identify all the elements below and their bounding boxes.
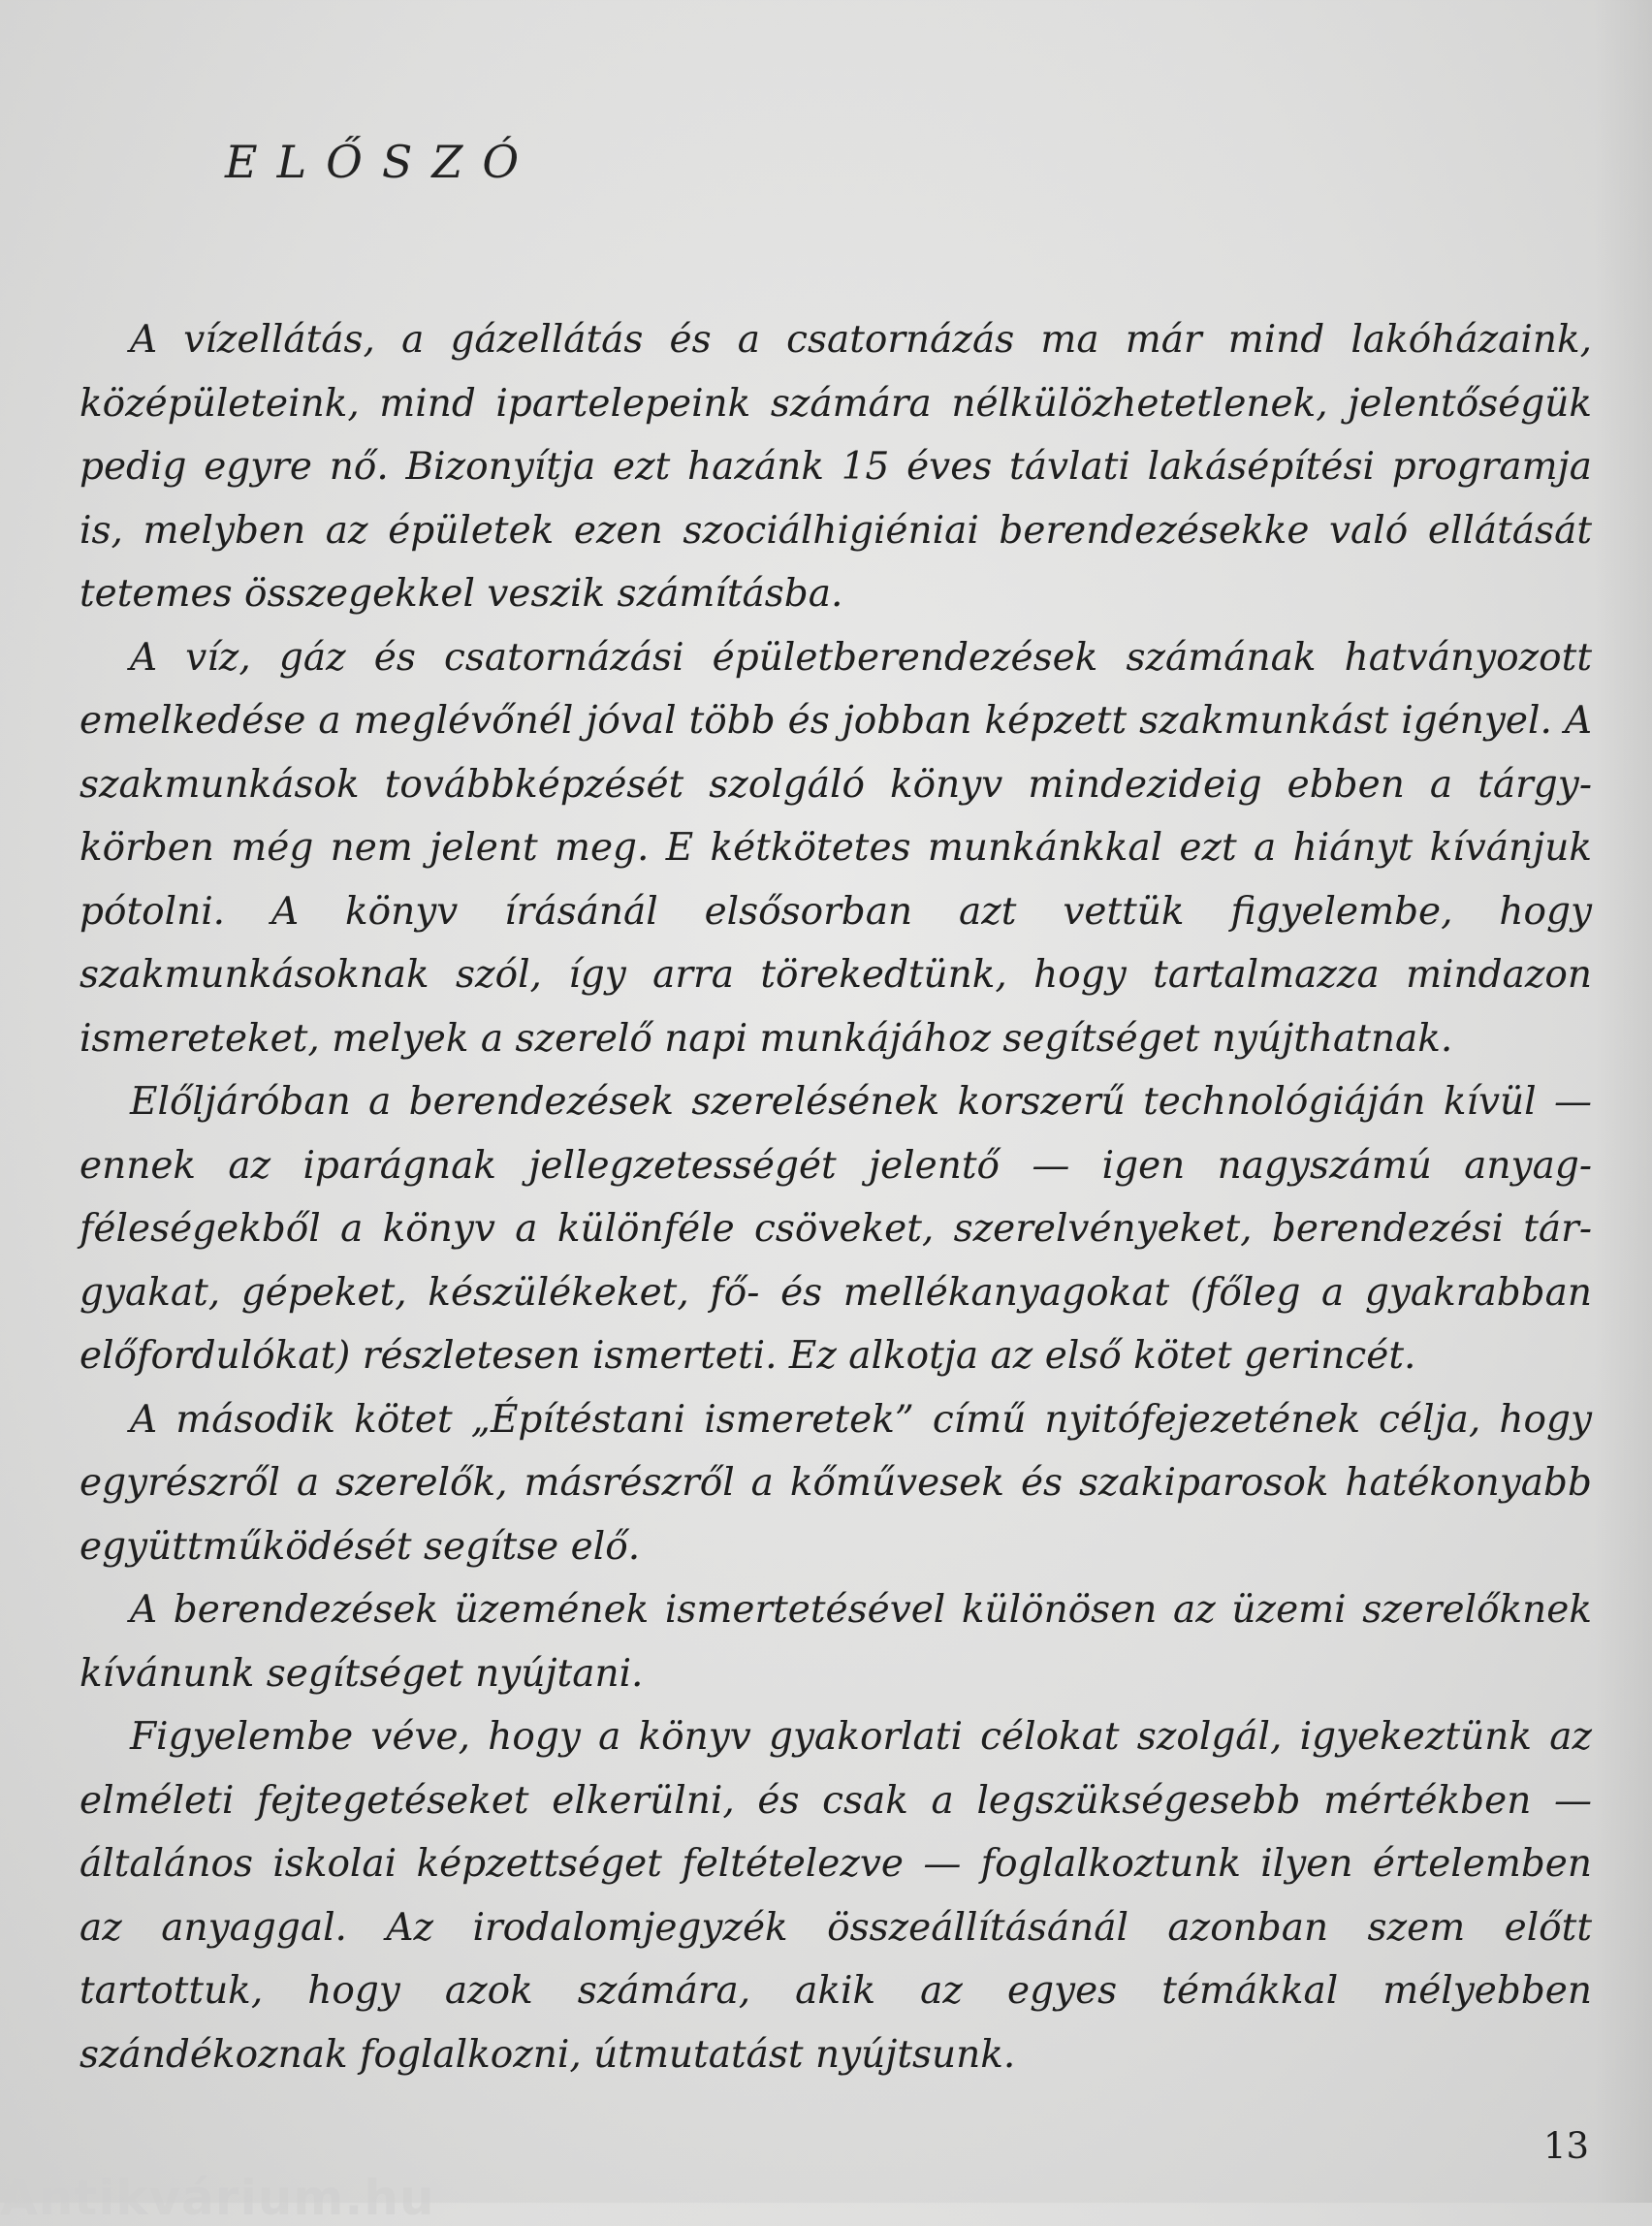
body-text [79,308,1592,2086]
paragraph-5: A berendezések üzemének ismertetésével különösen az üzemi szerelőknek kívánunk segítséget nyújtani. [79,1588,1592,1696]
paragraph-2: A víz, gáz és csatornázási épületberendezések számának hatványozott emelkedése a meglévőnél jóval több és jobban képzett szakmunkást igényel. A szakmunkások továbbképzését szolgáló könyv mindezideig ebben a tárgykörben még nem jelent meg. E kétkötetes munkánkkal ezt a hiányt kívánjuk pótolni. A könyv írásánál elsősorban azt vettük figyelembe, hogy szakmunkásoknak szól, így arra törekedtünk, hogy tartalmazza mindazon ismereteket, melyek a szerelő napi munkájához segítséget nyújthatnak. [79,635,1592,1061]
paragraph-1: A vízellátás, a gázellátás és a csatornázás ma már mind lakóházaink, középületeink, mind ipartelepeink számára nélkülözhetetlenek, jelentőségük pedig egyre nő. Bizonyítja ezt hazánk 15 éves távlati lakásépítési programja is, melyben az épületek ezen szociálhigiéniai berendezésekke való ellátását tetemes összegekkel veszik számításba. [79,318,1592,616]
watermark: Antikvárium.hu [0,2170,435,2226]
paragraph-3: Előljáróban a berendezések szerelésének korszerű technológiáján kívül — ennek az iparágnak jellegzetességét jelentő — igen nagyszámú anyagféleségekből a könyv a különféle csöveket, szerelvényeket, berendezési tárgyakat, gépeket, készülékeket, fő- és mellékanyagokat (főleg a gyakrabban előfordulókat) részletesen ismerteti. Ez alkotja az első kötet gerincét. [79,1080,1592,1378]
paragraph-6: Figyelembe véve, hogy a könyv gyakorlati célokat szolgál, igyekeztünk az elméleti fejtegetéseket elkerülni, és csak a legszükségesebb mértékben — általános iskolai képzettséget feltételezve — foglalkoztunk ilyen értelemben az anyaggal. Az irodalomjegyzék összeállításánál azonban szem előtt tartottuk, hogy azok számára, akik az egyes témákkal mélyebben szándékoznak foglalkozni, útmutatást nyújtsunk. [79,1715,1592,2077]
page-number: 13 [1543,2125,1590,2167]
page-title: ELŐSZÓ [225,136,539,188]
paragraph-4: A második kötet „Építéstani ismeretek” című nyitófejezetének célja, hogy egyrészről a szerelők, másrészről a kőművesek és szakiparosok hatékonyabb együttműködését segítse elő. [79,1397,1592,1569]
